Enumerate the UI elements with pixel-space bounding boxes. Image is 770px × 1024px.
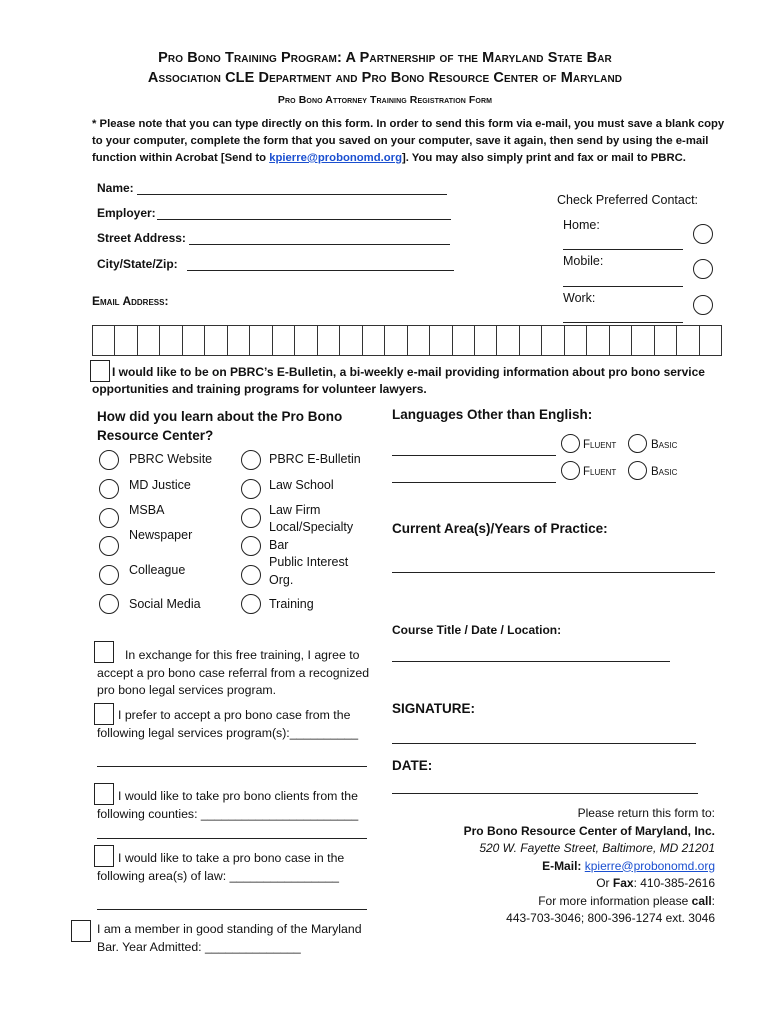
practice-heading: Current Area(s)/Years of Practice: bbox=[392, 521, 608, 536]
md-justice-label: MD Justice bbox=[129, 478, 191, 492]
return-more-info-prefix: For more information please bbox=[538, 893, 689, 908]
member-text bbox=[97, 921, 362, 956]
course-heading: Course Title / Date / Location: bbox=[392, 623, 562, 637]
public-interest-org-label: Org. bbox=[269, 573, 294, 587]
local-specialty-bar-label: Bar bbox=[269, 538, 289, 552]
ebulletin-text: I would like to be on PBRC’s E-Bulletin, a bi-weekly e-mail providing information about pro bono service opportunities and training programs for volunteer lawyers. bbox=[92, 365, 705, 396]
name-label: Name: bbox=[97, 181, 134, 195]
law-firm-radio[interactable] bbox=[241, 508, 261, 528]
return-email-row bbox=[395, 858, 715, 876]
newspaper-label: Newspaper bbox=[129, 528, 193, 542]
work-label: Work: bbox=[563, 291, 596, 305]
public-interest-label: Public Interest bbox=[269, 555, 349, 569]
signature-field[interactable] bbox=[392, 743, 696, 744]
public-interest-radio[interactable] bbox=[241, 565, 261, 585]
return-more-info-call: call bbox=[691, 893, 712, 908]
return-more-info bbox=[395, 893, 715, 911]
counties-text bbox=[97, 788, 358, 823]
work-phone-field[interactable] bbox=[563, 322, 683, 323]
language1-basic-label: Basic bbox=[651, 439, 678, 451]
return-email-label: E-Mail: bbox=[542, 858, 582, 873]
return-fax-row bbox=[395, 875, 715, 893]
home-phone-field[interactable] bbox=[563, 249, 683, 250]
language1-fluent-radio[interactable] bbox=[561, 434, 580, 453]
return-info bbox=[395, 805, 715, 928]
note-text-after: ]. You may also simply print and fax or mail to PBRC. bbox=[401, 152, 686, 164]
msba-radio[interactable] bbox=[99, 508, 119, 528]
pbrc-website-radio[interactable] bbox=[99, 450, 119, 470]
exchange-line1: In exchange for this free training, I agree to bbox=[125, 648, 360, 662]
learn-heading-line2: Resource Center? bbox=[97, 428, 214, 443]
prefer-text bbox=[97, 707, 358, 742]
name-field[interactable] bbox=[137, 194, 447, 195]
return-fax-prefix: Or bbox=[596, 876, 610, 890]
mobile-label: Mobile: bbox=[563, 254, 604, 268]
mobile-phone-field[interactable] bbox=[563, 286, 683, 287]
exchange-line2: accept a pro bono case referral from a recognized bbox=[97, 665, 370, 680]
law-firm-label: Law Firm bbox=[269, 503, 321, 517]
member-line1: I am a member in good standing of the Maryland bbox=[97, 922, 362, 936]
training-label: Training bbox=[269, 597, 314, 611]
street-label: Street Address: bbox=[97, 231, 186, 245]
employer-label: Employer: bbox=[97, 206, 156, 220]
member-checkbox[interactable] bbox=[71, 920, 91, 942]
learn-heading bbox=[97, 407, 342, 445]
language-field-1[interactable] bbox=[392, 455, 556, 456]
mobile-radio[interactable] bbox=[693, 259, 713, 279]
counties-line1: I would like to take pro bono clients from the bbox=[118, 789, 358, 803]
home-radio[interactable] bbox=[693, 224, 713, 244]
date-field[interactable] bbox=[392, 793, 698, 794]
form-subtitle: Pro Bono Attorney Training Registration Form bbox=[277, 94, 493, 106]
email-label: Email Address: bbox=[92, 294, 169, 308]
return-phones: 443-703-3046; 800-396-1274 ext. 3046 bbox=[506, 911, 715, 925]
md-justice-radio[interactable] bbox=[99, 479, 119, 499]
note-text-before: * Please note that you can type directly on this form. In order to send this form via e-mail, you must save a blank copy to your computer, complete the form that you saved on your computer, save it again, then send by using the e-mail function within Acrobat [Send to bbox=[92, 118, 725, 164]
exchange-text bbox=[97, 647, 369, 700]
language2-fluent-radio[interactable] bbox=[561, 461, 580, 480]
areas-line2: following area(s) of law: ________________ bbox=[97, 868, 340, 883]
law-school-radio[interactable] bbox=[241, 479, 261, 499]
exchange-line3: pro bono legal services program. bbox=[97, 683, 277, 697]
practice-field[interactable] bbox=[392, 572, 715, 573]
counties-field[interactable] bbox=[97, 838, 367, 839]
language2-basic-label: Basic bbox=[651, 466, 678, 478]
colleague-label: Colleague bbox=[129, 563, 186, 577]
return-line1: Please return this form to: bbox=[577, 806, 715, 820]
pbrc-ebulletin-radio[interactable] bbox=[241, 450, 261, 470]
language2-fluent-label: Fluent bbox=[583, 466, 617, 478]
language2-basic-radio[interactable] bbox=[628, 461, 647, 480]
return-fax-number: : 410-385-2616 bbox=[633, 876, 715, 890]
local-specialty-label: Local/Specialty bbox=[269, 520, 354, 534]
home-label: Home: bbox=[563, 218, 600, 232]
law-school-label: Law School bbox=[269, 478, 334, 492]
newspaper-radio[interactable] bbox=[99, 536, 119, 556]
city-field[interactable] bbox=[187, 270, 454, 271]
areas-text bbox=[97, 850, 344, 885]
course-field[interactable] bbox=[392, 661, 670, 662]
areas-field[interactable] bbox=[97, 909, 367, 910]
form-title-line1: Pro Bono Training Program: A Partnership of the Maryland State Bar bbox=[158, 50, 612, 66]
learn-heading-line1: How did you learn about the Pro Bono bbox=[97, 409, 343, 424]
prefer-program-field[interactable] bbox=[97, 766, 367, 767]
return-address: 520 W. Fayette Street, Baltimore, MD 21201 bbox=[479, 841, 715, 855]
member-line2: Bar. Year Admitted: ______________ bbox=[97, 939, 301, 954]
language1-fluent-label: Fluent bbox=[583, 439, 617, 451]
language-field-2[interactable] bbox=[392, 482, 556, 483]
areas-line1: I would like to take a pro bono case in the bbox=[118, 851, 345, 865]
msba-label: MSBA bbox=[129, 503, 165, 517]
return-fax-label: Fax bbox=[612, 876, 634, 890]
form-title-line2: Association CLE Department and Pro Bono Resource Center of Maryland bbox=[147, 70, 623, 86]
prefer-line1: I prefer to accept a pro bono case from the bbox=[118, 708, 351, 722]
work-radio[interactable] bbox=[693, 295, 713, 315]
pbrc-website-label: PBRC Website bbox=[129, 452, 213, 466]
date-heading: DATE: bbox=[392, 758, 433, 773]
colleague-radio[interactable] bbox=[99, 565, 119, 585]
note-email-link[interactable]: kpierre@probonomd.org bbox=[269, 152, 402, 164]
instructions-note bbox=[92, 116, 732, 167]
prefer-line2: following legal services program(s):__________ bbox=[97, 725, 359, 740]
training-radio[interactable] bbox=[241, 594, 261, 614]
counties-line2: following counties: _______________________ bbox=[97, 806, 359, 821]
local-specialty-bar-radio[interactable] bbox=[241, 536, 261, 556]
return-org: Pro Bono Resource Center of Maryland, Inc. bbox=[463, 823, 715, 838]
city-label: City/State/Zip: bbox=[97, 257, 178, 271]
return-more-info-suffix: : bbox=[711, 893, 715, 908]
preferred-contact-heading: Check Preferred Contact: bbox=[557, 193, 699, 207]
social-media-radio[interactable] bbox=[99, 594, 119, 614]
languages-heading: Languages Other than English: bbox=[392, 407, 593, 422]
street-field[interactable] bbox=[189, 244, 450, 245]
employer-field[interactable] bbox=[157, 219, 451, 220]
pbrc-ebulletin-label: PBRC E-Bulletin bbox=[269, 452, 361, 466]
signature-heading: SIGNATURE: bbox=[392, 701, 475, 716]
language1-basic-radio[interactable] bbox=[628, 434, 647, 453]
return-email-link[interactable]: kpierre@probonomd.org bbox=[584, 858, 715, 873]
email-input-grid[interactable] bbox=[92, 325, 722, 356]
social-media-label: Social Media bbox=[129, 597, 201, 611]
